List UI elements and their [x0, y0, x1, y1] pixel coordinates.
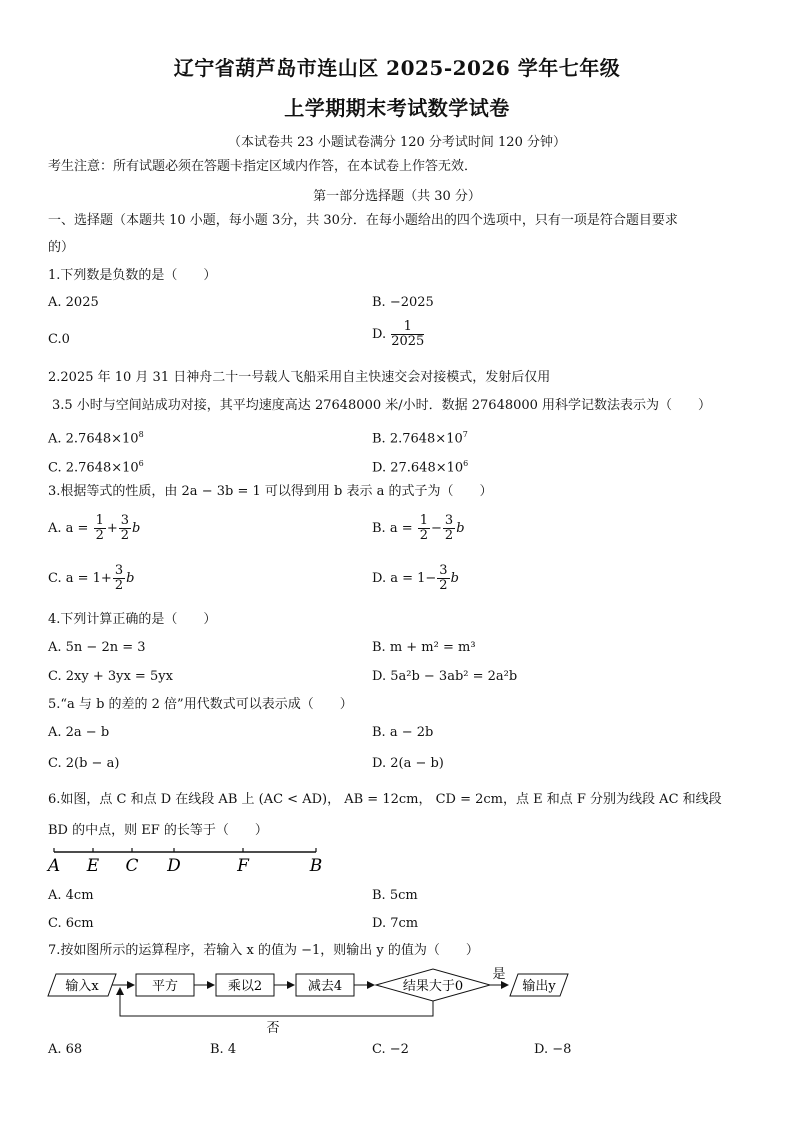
- q7-option-a: A. 68: [48, 1042, 83, 1057]
- q5-option-a: A. 2a − b: [48, 725, 110, 740]
- q3-option-d: [372, 564, 459, 593]
- q3-option-a-label: A. a =: [48, 521, 89, 536]
- section-one-instructions: 一、选择题（本题共 10 小题，每小题 3分，共 30分．在每小题给出的四个选项中，只有一项是符合题目要求: [48, 213, 678, 228]
- q5-option-b: B. a − 2b: [372, 725, 434, 740]
- q6-stem-line2: BD 的中点，则 EF 的长等于（ ）: [48, 823, 268, 838]
- q5-option-d: D. 2(a − b): [372, 756, 444, 771]
- square-step-label: 平方: [151, 979, 179, 994]
- no-label: 否: [266, 1021, 280, 1036]
- point-label-b: B: [309, 856, 323, 876]
- q1-option-c: C.0: [48, 332, 70, 347]
- q2-option-d-base: D. 27.648×10: [372, 460, 464, 476]
- segment-ab-diagram: [40, 842, 340, 878]
- q2-option-c: [48, 455, 144, 477]
- variable: b: [126, 571, 135, 586]
- fraction: [119, 514, 131, 543]
- condition-label: 结果大于0: [402, 979, 464, 994]
- q3-option-c: [48, 564, 134, 593]
- q1-option-d-label: D.: [372, 327, 387, 342]
- q4-option-d: D. 5a²b − 3ab² = 2a²b: [372, 669, 518, 684]
- q6-option-a: A. 4cm: [48, 888, 94, 903]
- q2-stem-line1: 2.2025 年 10 月 31 日神舟二十一号载人飞船采用自主快速交会对接模式，发射后仅用: [48, 370, 551, 385]
- q3-option-b: [372, 514, 465, 543]
- q4-stem: 4.下列计算正确的是（ ）: [48, 612, 217, 627]
- q4-option-a: A. 5n − 2n = 3: [48, 640, 146, 655]
- denominator: 2: [439, 578, 448, 593]
- variable: b: [456, 521, 465, 536]
- variable: b: [450, 571, 459, 586]
- exam-title-line2: 上学期期末考试数学试卷: [284, 96, 510, 120]
- q2-option-d: [372, 455, 468, 477]
- minus-four-step-label: 减去4: [307, 979, 343, 994]
- fraction: [94, 514, 106, 543]
- output-label: 输出y: [522, 979, 556, 994]
- numerator: 1: [95, 513, 104, 528]
- q4-option-c: C. 2xy + 3yx = 5yx: [48, 669, 173, 684]
- q6-option-d: D. 7cm: [372, 916, 419, 931]
- q3-option-b-label: B. a =: [372, 521, 413, 536]
- q2-option-c-exponent: 6: [138, 459, 144, 468]
- q1-option-d-fraction: [391, 320, 424, 349]
- denominator: 2: [419, 528, 429, 543]
- input-label: 输入x: [65, 979, 99, 994]
- variable: b: [132, 521, 141, 536]
- q2-option-b-exponent: 7: [462, 430, 468, 439]
- exam-info: （本试卷共 23 小题试卷满分 120 分考试时间 120 分钟）: [228, 135, 566, 150]
- numerator: 3: [120, 513, 130, 528]
- numerator: 1: [391, 320, 424, 335]
- q7-option-d: D. −8: [534, 1042, 572, 1057]
- numerator: 3: [444, 513, 454, 528]
- point-label-c: C: [125, 856, 139, 876]
- fraction: [113, 564, 125, 593]
- denominator: 2: [120, 528, 130, 543]
- fraction: [437, 564, 449, 593]
- q2-option-d-exponent: 6: [463, 459, 469, 468]
- q5-option-c: C. 2(b − a): [48, 756, 120, 771]
- q1-stem: 1.下列数是负数的是（ ）: [48, 268, 217, 283]
- exam-title-line1: 辽宁省葫芦岛市连山区 2025-2026 学年七年级: [173, 56, 621, 80]
- q4-option-b: B. m + m² = m³: [372, 640, 476, 655]
- part-one-heading: 第一部分选择题（共 30 分）: [313, 189, 481, 204]
- denominator: 2: [114, 578, 124, 593]
- denominator: 2: [95, 528, 104, 543]
- q1-option-a: A. 2025: [48, 295, 99, 310]
- q2-option-b-base: B. 2.7648×10: [372, 431, 463, 447]
- point-label-e: E: [86, 856, 100, 876]
- operation-flowchart: [44, 966, 574, 1036]
- q2-stem-line2: 3.5 小时与空间站成功对接，其平均速度高达 27648000 米/小时．数据 27648000 用科学记数法表示为（ ）: [52, 398, 712, 413]
- operator: −: [431, 521, 442, 536]
- numerator: 3: [439, 563, 448, 578]
- q2-option-a-base: A. 2.7648×10: [48, 431, 139, 447]
- denominator: 2025: [391, 334, 425, 349]
- numerator: 3: [114, 563, 124, 578]
- q2-option-b: [372, 426, 468, 448]
- q7-option-b: B. 4: [210, 1042, 237, 1057]
- exam-notice: 考生注意：所有试题必须在答题卡指定区域内作答，在本试卷上作答无效．: [48, 159, 478, 174]
- q1-option-b: B. −2025: [372, 295, 434, 310]
- q3-stem: 3.根据等式的性质，由 2a − 3b = 1 可以得到用 b 表示 a 的式子为（ ）: [48, 484, 493, 499]
- q5-stem: 5.“a 与 b 的差的 2 倍”用代数式可以表示成（ ）: [48, 697, 353, 712]
- q2-option-a: [48, 426, 144, 448]
- section-one-instructions-cont: 的）: [48, 240, 75, 255]
- fraction: [443, 514, 455, 543]
- q3-option-c-label: C. a = 1+: [48, 571, 112, 586]
- point-label-a: A: [47, 856, 61, 876]
- numerator: 1: [419, 513, 429, 528]
- q3-option-d-label: D. a = 1−: [372, 571, 437, 586]
- q6-option-b: B. 5cm: [372, 888, 418, 903]
- q7-stem: 7.按如图所示的运算程序，若输入 x 的值为 −1，则输出 y 的值为（ ）: [48, 943, 479, 958]
- q2-option-c-base: C. 2.7648×10: [48, 460, 139, 476]
- point-label-f: F: [237, 856, 249, 876]
- point-label-d: D: [167, 856, 181, 876]
- denominator: 2: [444, 528, 454, 543]
- yes-label: 是: [492, 967, 506, 982]
- q3-option-a: [48, 514, 140, 543]
- times-two-step-label: 乘以2: [227, 979, 263, 994]
- q2-option-a-exponent: 8: [138, 430, 144, 439]
- fraction: [418, 514, 430, 543]
- operator: +: [106, 521, 118, 536]
- q7-option-c: C. −2: [372, 1042, 409, 1057]
- q6-stem-line1: 6.如图，点 C 和点 D 在线段 AB 上 (AC < AD)， AB = 12cm， CD = 2cm，点 E 和点 F 分别为线段 AC 和线段: [48, 792, 722, 807]
- q1-option-d: [372, 320, 425, 349]
- q6-option-c: C. 6cm: [48, 916, 94, 931]
